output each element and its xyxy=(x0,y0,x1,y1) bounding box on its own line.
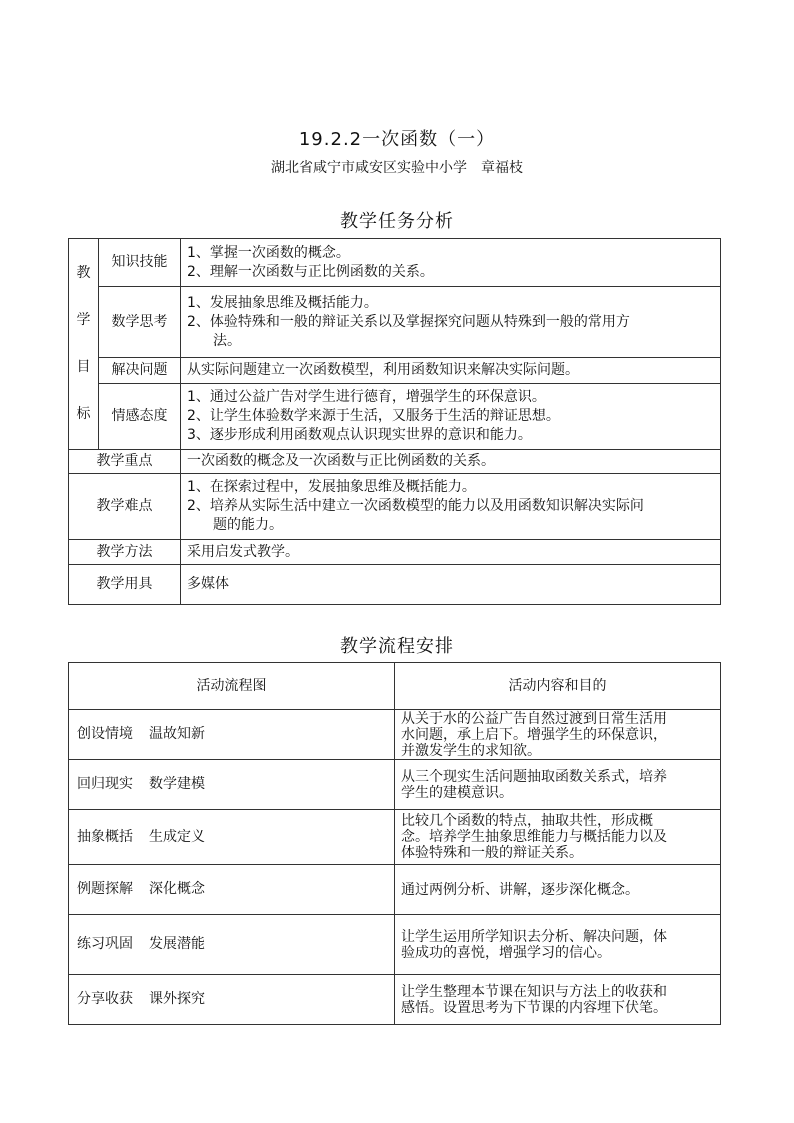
attitude-label: 情感态度 xyxy=(99,384,181,450)
flow-content: 让学生整理本节课在知识与方法上的收获和 感悟。设置思考为下节课的内容埋下伏笔。 xyxy=(395,975,721,1025)
knowledge-label: 知识技能 xyxy=(99,239,181,287)
task-analysis-table xyxy=(68,238,721,605)
table-row xyxy=(69,810,721,865)
knowledge-content: 1、掌握一次函数的概念。 2、理解一次函数与正比例函数的关系。 xyxy=(181,239,721,287)
key-points-content: 一次函数的概念及一次函数与正比例函数的关系。 xyxy=(181,450,721,474)
table-row xyxy=(69,915,721,975)
flow-content: 让学生运用所学知识去分析、解决问题，体 验成功的喜悦，增强学习的信心。 xyxy=(395,915,721,975)
method-content: 采用启发式教学。 xyxy=(181,540,721,565)
difficulties-content: 1、在探索过程中，发展抽象思维及概括能力。 2、培养从实际生活中建立一次函数模型的能力以及用函数知识解决实际问 题的能力。 xyxy=(181,474,721,540)
flow-table xyxy=(68,662,721,1025)
flow-content: 通过两例分析、讲解，逐步深化概念。 xyxy=(395,865,721,915)
tools-content: 多媒体 xyxy=(181,565,721,605)
problem-solving-label: 解决问题 xyxy=(99,358,181,384)
flow-content: 比较几个函数的特点，抽取共性，形成概 念。培养学生抽象思维能力与概括能力以及 体验特殊和一般的辩证关系。 xyxy=(395,810,721,865)
thinking-content: 1、发展抽象思维及概括能力。 2、体验特殊和一般的辩证关系以及掌握探究问题从特殊到一般的常用方 法。 xyxy=(181,287,721,358)
flow-step: 回归现实 数学建模 xyxy=(69,760,395,810)
table-row xyxy=(69,474,721,540)
flow-step: 抽象概括 生成定义 xyxy=(69,810,395,865)
table-row xyxy=(69,287,721,358)
table-row xyxy=(69,450,721,474)
table-header-row xyxy=(69,663,721,710)
difficulties-label: 教学难点 xyxy=(69,474,181,540)
flow-step: 练习巩固 发展潜能 xyxy=(69,915,395,975)
flow-heading: 教学流程安排 xyxy=(340,636,454,657)
author-line: 湖北省咸宁市咸安区实验中小学 章福枝 xyxy=(271,160,523,176)
problem-solving-content: 从实际问题建立一次函数模型，利用函数知识来解决实际问题。 xyxy=(181,358,721,384)
col-header-flow: 活动流程图 xyxy=(69,663,395,710)
attitude-content: 1、通过公益广告对学生进行德育，增强学生的环保意识。 2、让学生体验数学来源于生活，又服务于生活的辩证思想。 3、逐步形成利用函数观点认识现实世界的意识和能力。 xyxy=(181,384,721,450)
flow-step: 分享收获 课外探究 xyxy=(69,975,395,1025)
flow-content: 从关于水的公益广告自然过渡到日常生活用 水问题，承上启下。增强学生的环保意识， 并激发学生的求知欲。 xyxy=(395,710,721,760)
table-row xyxy=(69,239,721,287)
flow-content: 从三个现实生活问题抽取函数关系式，培养 学生的建模意识。 xyxy=(395,760,721,810)
tools-label: 教学用具 xyxy=(69,565,181,605)
key-points-label: 教学重点 xyxy=(69,450,181,474)
flow-step: 创设情境 温故知新 xyxy=(69,710,395,760)
table-row xyxy=(69,358,721,384)
table-row xyxy=(69,710,721,760)
table-row xyxy=(69,565,721,605)
table-row xyxy=(69,865,721,915)
table-row xyxy=(69,760,721,810)
flow-step: 例题探解 深化概念 xyxy=(69,865,395,915)
table-row xyxy=(69,975,721,1025)
table-row xyxy=(69,384,721,450)
table-row xyxy=(69,540,721,565)
task-analysis-heading: 教学任务分析 xyxy=(340,211,454,232)
objectives-label: 教 学 目 标 xyxy=(69,239,99,450)
method-label: 教学方法 xyxy=(69,540,181,565)
col-header-content: 活动内容和目的 xyxy=(395,663,721,710)
thinking-label: 数学思考 xyxy=(99,287,181,358)
page-title: 19.2.2一次函数（一） xyxy=(298,129,496,150)
